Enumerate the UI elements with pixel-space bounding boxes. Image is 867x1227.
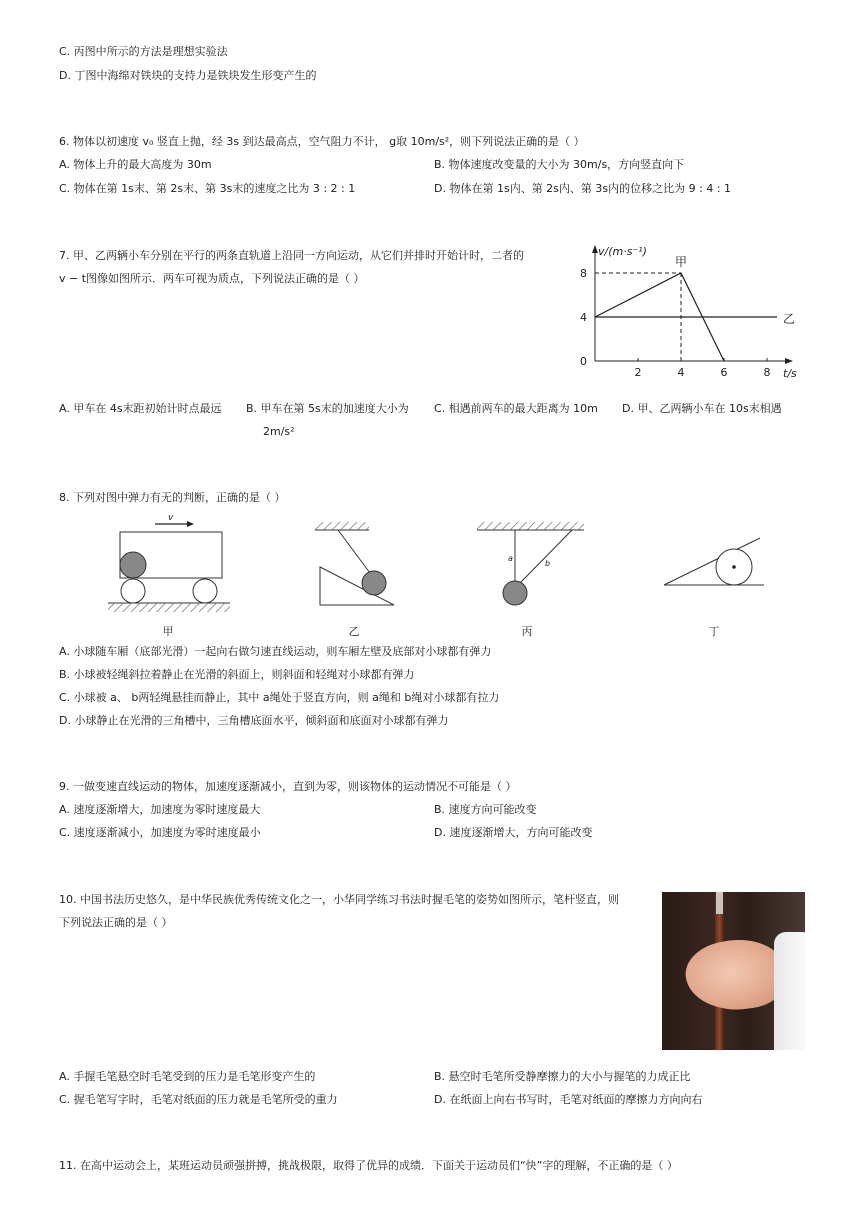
y-tick-label: 0 [580,355,587,368]
x-tick-label: 2 [634,366,642,379]
fig-label-yi: 乙 [348,625,360,638]
figure-groove [664,538,764,585]
q7-option-a: A. 甲车在 4s末距初始计时点最远 [59,402,222,415]
x-tick-label: 8 [763,366,771,379]
figure-incline [315,522,394,605]
q9-option-a: A. 速度逐渐增大，加速度为零时速度最大 [59,803,261,816]
fig-label-ding: 丁 [708,625,720,638]
q7-option-b-line2: 2m/s² [263,425,295,438]
y-tick-label: 8 [580,267,587,280]
brush-photo [662,892,805,1050]
q5-option-c: C. 丙图中所示的方法是理想实验法 [59,45,228,58]
q10-option-b: B. 悬空时毛笔所受静摩擦力的大小与握笔的力成正比 [434,1070,691,1083]
x-tick-label: 6 [720,366,728,379]
q9-option-c: C. 速度逐渐减小，加速度为零时速度最小 [59,826,261,839]
x-axis-arrow [785,358,793,364]
y-axis-label: v/(m·s⁻¹) [598,245,647,258]
q7-stem-line1: 7. 甲、乙两辆小车分别在平行的两条直轨道上沿同一方向运动，从它们并排时开始计时，二者的 [59,249,524,262]
q10-option-a: A. 手握毛笔悬空时毛笔受到的压力是毛笔形变产生的 [59,1070,316,1083]
q8-option-a: A. 小球随车厢（底部光滑）一起向右做匀速直线运动，则车厢左壁及底部对小球都有弹力 [59,645,492,658]
rope-a-label: a [508,554,513,563]
rope-b-label: b [545,559,551,568]
q7-option-d: D. 甲、乙两辆小车在 10s末相遇 [622,402,782,415]
vt-graph [570,245,810,385]
figure-cart [108,513,230,612]
q7-option-c: C. 相遇前两车的最大距离为 10m [434,402,598,415]
q9-option-b: B. 速度方向可能改变 [434,803,537,816]
velocity-label: v [168,513,174,523]
series-label-yi: 乙 [783,312,796,326]
y-tick-label: 4 [580,311,587,324]
x-axis-label: t/s [783,367,797,380]
fig-label-jia: 甲 [162,625,174,638]
q9-option-d: D. 速度逐渐增大，方向可能改变 [434,826,593,839]
q8-option-b: B. 小球被轻绳斜拉着静止在光滑的斜面上，则斜面和轻绳对小球都有弹力 [59,668,415,681]
series-label-jia: 甲 [675,255,688,269]
q7-option-b-line1: B. 甲车在第 5s末的加速度大小为 [246,402,409,415]
q10-option-d: D. 在纸面上向右书写时，毛笔对纸面的摩擦力方向向右 [434,1093,703,1106]
q6-stem: 6. 物体以初速度 v₀ 竖直上抛，经 3s 到达最高点，空气阻力不计， g取 10m/s²，则下列说法正确的是（ ） [59,135,585,148]
fig-label-bing: 丙 [521,625,533,638]
q10-option-c: C. 握毛笔写字时，毛笔对纸面的压力就是毛笔所受的重力 [59,1093,338,1106]
q8-stem: 8. 下列对图中弹力有无的判断，正确的是（ ） [59,491,286,504]
q6-option-a: A. 物体上升的最大高度为 30m [59,158,212,171]
q7-stem-line2: v − t图像如图所示．两车可视为质点，下列说法正确的是（ ） [59,272,365,285]
q6-option-d: D. 物体在第 1s内、第 2s内、第 3s内的位移之比为 9 : 4 : 1 [434,182,732,195]
q6-option-c: C. 物体在第 1s末、第 2s末、第 3s末的速度之比为 3 : 2 : 1 [59,182,356,195]
q5-option-d: D. 丁图中海绵对铁块的支持力是铁块发生形变产生的 [59,69,317,82]
q9-stem: 9. 一做变速直线运动的物体，加速度逐渐减小，直到为零，则该物体的运动情况不可能是（ ） [59,780,517,793]
x-tick-label: 4 [677,366,685,379]
q8-option-c: C. 小球被 a、 b两轻绳悬挂而静止，其中 a绳处于竖直方向，则 a绳和 b绳对小球都有拉力 [59,691,500,704]
q6-option-b: B. 物体速度改变量的大小为 30m/s，方向竖直向下 [434,158,685,171]
q8-option-d: D. 小球静止在光滑的三角槽中，三角槽底面水平，倾斜面和底面对小球都有弹力 [59,714,449,727]
q10-stem-line2: 下列说法正确的是（ ） [59,916,173,929]
q10-stem-line1: 10. 中国书法历史悠久，是中华民族优秀传统文化之一，小华同学练习书法时握毛笔的姿势如图所示，笔杆竖直，则 [59,893,619,906]
q11-stem: 11. 在高中运动会上，某班运动员顽强拼搏，挑战极限，取得了优异的成绩．下面关于运动员们“快”字的理解，不正确的是（ ） [59,1159,678,1172]
q8-figures [0,505,867,640]
figure-two-ropes [477,522,584,605]
